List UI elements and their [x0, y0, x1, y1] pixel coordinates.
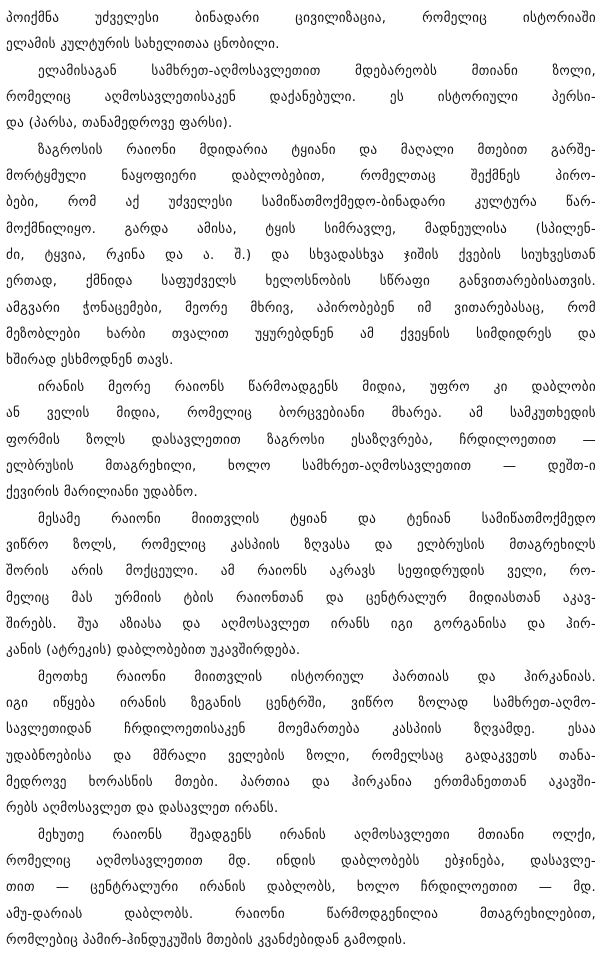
body-text — [6, 6, 596, 954]
text-line: ირანის მეორე რაიონს წარმოადგენს მიდია, უფრო კი დაბლობი — [38, 379, 596, 395]
text-line: ელამის კულტურის სახელითაა ცნობილი. — [6, 37, 280, 53]
text-line: რებს აღმოსავლეთ და დასავლეთ ირანს. — [6, 801, 279, 817]
text-line: ძი, ტყვია, რკინა და ა. შ.) და სხვადასხვა ჯიშის ქვების სიუხვესთან — [6, 248, 596, 264]
text-line: მეხუთე რაიონს შეადგენს ირანის აღმოსავლეთი მთიანი ოლქი, — [38, 827, 596, 843]
text-line: ან ველის მიდია, რომელიც ბორცვებიანი მხარეა. ამ სამკუთხედის — [6, 406, 596, 422]
text-line: რომელიც აღმოსავლეთისაკენ დაქანებული. ეს ისტორიული პერსი- — [6, 90, 596, 106]
text-line: რომლებიც პამირ-ჰინდუკუშის მთების კვანძებიდან გამოდის. — [6, 933, 407, 949]
text-line: პოიქმნა უძველესი ბინადარი ცივილიზაცია, რომელიც ისტორიაში — [6, 11, 596, 26]
text-line: თით — ცენტრალური ირანის დაბლობს, ხოლო ჩრდილოეთით — მდ. — [6, 880, 596, 896]
text-line: მესამე რაიონი მიითვლის ტყიან და ტენიან სამიწათმოქმედო — [38, 511, 596, 527]
text-line: შირებს. შუა აზიასა და აღმოსავლეთ ირანს იგი გორგანისა და ჰირ- — [6, 616, 596, 632]
text-line: ფორმის ზოლს დასავლეთით ზაგროსი ესაზღვრება, ჩრდილოეთით — — [6, 432, 596, 448]
text-line: მორტყმული ნაყოფიერი დაბლობებით, რომელთაც შექმნეს პირო- — [6, 169, 596, 185]
text-line: იგი იწყება ირანის ზეგანის ცენტრში, ვიწრო ზოლად სამხრეთ-აღმო- — [6, 695, 596, 711]
text-line: მეზობლები ხარბი თვალით უყურებდნენ ამ ქვეყნის სიმდიდრეს და — [6, 327, 596, 343]
text-line: მედროვე ხორასნის მთები. პართია და ჰირკანია ერთმანეთთან აკავში- — [6, 774, 596, 790]
text-line: შორის არის მოქცეული. ამ რაიონს აკრავს სეფიდრუდის ველი, რო- — [6, 564, 596, 580]
text-line: და (პარსა, თანამედროვე ფარსი). — [6, 116, 233, 132]
text-line: ერთად, ქმნიდა საფუძველს ხელოსნობის სწრაფი განვითარებისათვის. — [6, 274, 596, 290]
text-line: ამუ-დარიას დაბლობს. რაიონი წარმოდგენილია მთაგრეხილებით, — [6, 906, 596, 922]
text-line: მეოთხე რაიონი მიითვლის ისტორიულ პართიას და ჰირკანიას. — [38, 669, 596, 685]
text-line: ელამისაგან სამხრეთ-აღმოსავლეთით მდებარეობს მთიანი ზოლი, — [38, 63, 596, 79]
text-line: ამგვარი ჭონაცემები, მეორე მხრივ, აპირობებენ იმ ვითარებასაც, რომ — [6, 300, 596, 316]
text-line: უდაბნოებისა და მშრალი ველების ზოლი, რომელსაც გადაკვეთს თანა- — [6, 748, 596, 764]
text-line: ბები, რომ აქ უძველესი სამიწათმოქმედო-ბინადარი კულტურა წარ- — [6, 195, 596, 211]
text-line: ქევირის მარილიანი უდაბნო. — [6, 485, 198, 501]
text-line: რომელიც აღმოსავლეთით მდ. ინდის დაბლობებს ებჯინება, დასავლე- — [6, 854, 596, 869]
text-line: მელიც მას ურმიის ტბის რაიონთან და ცენტრალურ მიდიასთან აკავ- — [6, 590, 596, 606]
text-line: კანის (ატრეკის) დაბლობებით უკავშირდება. — [6, 643, 301, 659]
text-line: მოქმნილიყო. გარდა ამისა, ტყის სიმრავლე, მადნეულისა (სპილენ- — [6, 221, 596, 237]
text-line: ხშირად ესხმოდნენ თავს. — [6, 353, 174, 369]
text-line: სავლეთიდან ჩრდილოეთისაკენ მოემართება კასპიის ზღვამდე. ესაა — [6, 722, 596, 738]
text-line: ზაგროსის რაიონი მდიდარია ტყიანი და მაღალი მთებით გარშე- — [38, 142, 596, 158]
text-line: ელბრუსის მთაგრეხილი, ხოლო სამხრეთ-აღმოსავლეთით — დეშთ-ი — [6, 458, 596, 474]
text-line: ვიწრო ზოლს, რომელიც კასპიის ზღვასა და ელბრუსის მთაგრეხილს — [6, 537, 596, 553]
